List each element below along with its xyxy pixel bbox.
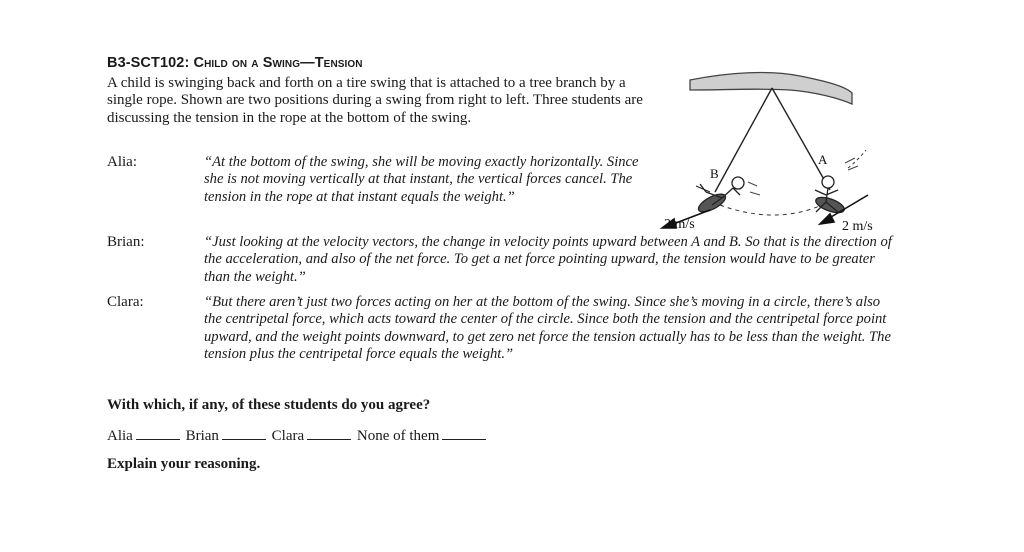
problem-code: B3-SCT102:: [107, 55, 190, 71]
rope-to-a: [772, 88, 830, 190]
rope-to-b: [715, 88, 772, 192]
swing-arc-top: [848, 150, 866, 168]
choice-alia[interactable]: Alia: [107, 428, 133, 444]
speaker-alia: Alia:: [107, 154, 137, 170]
motion-marks-a: [845, 158, 858, 170]
problem-title-text: Child on a Swing—Tension: [193, 55, 363, 71]
choice-none[interactable]: None of them: [356, 428, 440, 444]
swing-arc: [720, 205, 822, 215]
motion-marks-b: [748, 182, 760, 195]
tree-branch: [690, 73, 852, 104]
quote-alia: “At the bottom of the swing, she will be moving exactly horizontally. Since she is not moving vertically at that instant, the vertical forces cancel. The tension in the rope at that instant equals the weight.”: [204, 154, 639, 205]
speaker-brian: Brian:: [107, 234, 145, 250]
child-at-a: [814, 176, 846, 216]
choice-clara[interactable]: Clara: [271, 428, 305, 444]
label-b: B: [710, 166, 719, 181]
question-prompt: With which, if any, of these students do you agree?: [107, 397, 431, 413]
velocity-label-left: 2 m/s: [664, 217, 695, 232]
quote-clara: “But there aren’t just two forces acting on her at the bottom of the swing. Since she’s moving in a circle, there’s also the centripetal force, which acts toward the center of the circle. Since both the tension and the centripetal force point upward, and the weight points downward, to get zero net force the tension actually has to be less than the weight. The tension plus the centripetal force equals the weight.”: [204, 294, 891, 363]
choice-brian[interactable]: Brian: [185, 428, 219, 444]
problem-intro: A child is swinging back and forth on a tire swing that is attached to a tree branch by a single rope. Shown are two positions during a swing from right to left. Three students are discussing the tension in the rope at the bottom of the swing.: [107, 75, 643, 126]
velocity-label-right: 2 m/s: [842, 219, 873, 234]
speaker-clara: Clara:: [107, 294, 144, 310]
explain-prompt: Explain your reasoning.: [107, 456, 261, 472]
label-a: A: [818, 152, 828, 167]
quote-brian: “Just looking at the velocity vectors, the change in velocity points upward between A and B. So that is the direction of the acceleration, and also of the net force. To get a net force pointing upward, the tension would have to be greater than the weight.”: [204, 234, 892, 285]
